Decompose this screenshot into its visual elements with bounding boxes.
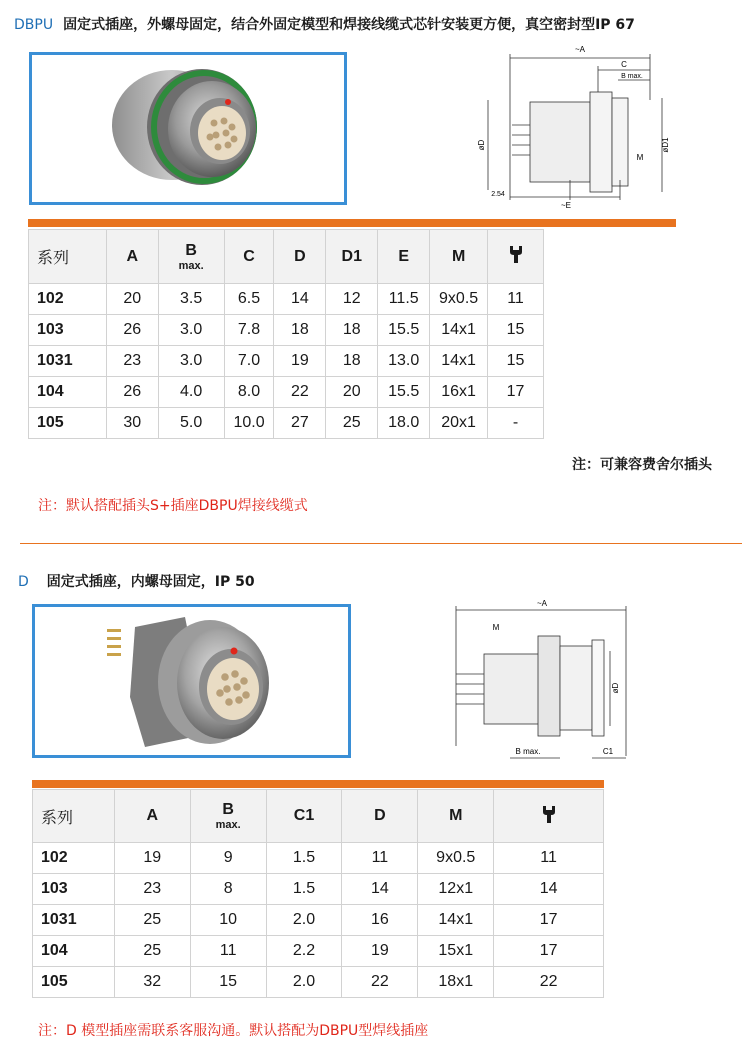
product-photo-d bbox=[32, 604, 351, 758]
wrench-icon bbox=[541, 804, 557, 824]
section1-heading bbox=[14, 14, 635, 34]
table-cell: 16 bbox=[342, 905, 418, 936]
table-cell: 15.5 bbox=[378, 315, 430, 346]
header-d: D bbox=[274, 230, 326, 284]
series-cell: 103 bbox=[33, 874, 115, 905]
table-row bbox=[29, 408, 544, 439]
table-cell: 26 bbox=[106, 377, 158, 408]
section1-orange-bar bbox=[28, 219, 676, 227]
header-a: A bbox=[106, 230, 158, 284]
table-cell: 15x1 bbox=[418, 936, 494, 967]
table-cell: 7.0 bbox=[224, 346, 274, 377]
table-cell: 25 bbox=[114, 905, 190, 936]
technical-drawing-dbpu bbox=[470, 40, 680, 215]
spec-table-dbpu bbox=[28, 229, 544, 439]
table-header-row bbox=[33, 790, 604, 843]
table-cell: 8.0 bbox=[224, 377, 274, 408]
table-cell: 3.0 bbox=[158, 315, 224, 346]
table-cell: 20 bbox=[326, 377, 378, 408]
dim-d-label: øD bbox=[611, 682, 620, 694]
table-cell: 13.0 bbox=[378, 346, 430, 377]
table-cell: 20x1 bbox=[430, 408, 488, 439]
table-cell: 17 bbox=[494, 905, 604, 936]
dim-d-label: øD bbox=[477, 139, 486, 151]
table-cell: 8 bbox=[190, 874, 266, 905]
header-b bbox=[158, 230, 224, 284]
header-series: 系列 bbox=[29, 230, 107, 284]
series-cell: 105 bbox=[29, 408, 107, 439]
dim-m-label: M bbox=[492, 623, 500, 632]
table-cell: 22 bbox=[342, 967, 418, 998]
table-cell: 11 bbox=[494, 843, 604, 874]
series-cell: 103 bbox=[29, 315, 107, 346]
series-cell: 1031 bbox=[33, 905, 115, 936]
table-row bbox=[29, 284, 544, 315]
dim-a-label: ~A bbox=[574, 45, 586, 54]
table-cell: 18 bbox=[274, 315, 326, 346]
table-row bbox=[33, 874, 604, 905]
table-cell: 20 bbox=[106, 284, 158, 315]
table-cell: 6.5 bbox=[224, 284, 274, 315]
product-photo-dbpu bbox=[29, 52, 347, 205]
table-cell: 12 bbox=[326, 284, 378, 315]
table-cell: 18 bbox=[326, 346, 378, 377]
dim-c-label: C bbox=[621, 60, 627, 69]
series-cell: 105 bbox=[33, 967, 115, 998]
dim-c1-label: C1 bbox=[602, 747, 614, 756]
table-cell: 19 bbox=[114, 843, 190, 874]
table-cell: 9x0.5 bbox=[430, 284, 488, 315]
table-row bbox=[33, 905, 604, 936]
table-cell: 15.5 bbox=[378, 377, 430, 408]
table-cell: 14x1 bbox=[430, 315, 488, 346]
dim-a-label: ~A bbox=[536, 599, 548, 608]
section1-red-note: 注：默认搭配插头S+插座DBPU焊接线缆式 bbox=[38, 498, 308, 514]
table-cell: 19 bbox=[342, 936, 418, 967]
spec-table-d bbox=[32, 789, 604, 998]
table-cell: 32 bbox=[114, 967, 190, 998]
connector-dbpu-image bbox=[32, 55, 344, 202]
table-cell: 11 bbox=[190, 936, 266, 967]
table-cell: 1.5 bbox=[266, 874, 342, 905]
table-cell: 12x1 bbox=[418, 874, 494, 905]
section2-orange-bar bbox=[32, 780, 604, 788]
table-cell: 2.2 bbox=[266, 936, 342, 967]
table-row bbox=[33, 967, 604, 998]
header-wrench bbox=[494, 790, 604, 843]
header-b-label: B bbox=[185, 241, 197, 259]
table-cell: 17 bbox=[494, 936, 604, 967]
table-cell: 17 bbox=[488, 377, 544, 408]
section-divider bbox=[20, 543, 742, 544]
table-cell: 23 bbox=[106, 346, 158, 377]
dimension-diagram-d bbox=[450, 596, 640, 766]
table-row bbox=[33, 936, 604, 967]
dim-b-label: B max. bbox=[621, 73, 643, 80]
table-cell: 10.0 bbox=[224, 408, 274, 439]
table-cell: 11 bbox=[342, 843, 418, 874]
table-cell: 25 bbox=[114, 936, 190, 967]
header-m: M bbox=[418, 790, 494, 843]
header-d: D bbox=[342, 790, 418, 843]
series-cell: 102 bbox=[33, 843, 115, 874]
table-row bbox=[33, 843, 604, 874]
header-c1: C1 bbox=[266, 790, 342, 843]
header-series: 系列 bbox=[33, 790, 115, 843]
header-m: M bbox=[430, 230, 488, 284]
section2-heading bbox=[18, 571, 255, 591]
table-cell: 2.0 bbox=[266, 967, 342, 998]
table-cell: 1.5 bbox=[266, 843, 342, 874]
table-cell: 3.0 bbox=[158, 346, 224, 377]
table-cell: 27 bbox=[274, 408, 326, 439]
table-cell: 11 bbox=[488, 284, 544, 315]
section2-red-note: 注：D 模型插座需联系客服沟通。默认搭配为DBPU型焊线插座 bbox=[38, 1023, 429, 1039]
table-cell: 14x1 bbox=[418, 905, 494, 936]
dim-pitch-label: 2.54 bbox=[491, 191, 505, 198]
table-cell: 9x0.5 bbox=[418, 843, 494, 874]
table-cell: 3.5 bbox=[158, 284, 224, 315]
series-cell: 1031 bbox=[29, 346, 107, 377]
connector-d-image bbox=[35, 607, 348, 755]
table-cell: 18x1 bbox=[418, 967, 494, 998]
compat-note: 注：可兼容费舍尔插头 bbox=[572, 457, 712, 473]
table-cell: 14x1 bbox=[430, 346, 488, 377]
table-cell: 30 bbox=[106, 408, 158, 439]
table-header-row bbox=[29, 230, 544, 284]
header-a: A bbox=[114, 790, 190, 843]
header-b-sub: max. bbox=[215, 819, 241, 831]
table-row bbox=[29, 346, 544, 377]
table-row bbox=[29, 315, 544, 346]
dim-d1-label: øD1 bbox=[661, 137, 670, 153]
table-cell: 15 bbox=[488, 315, 544, 346]
table-cell: 14 bbox=[494, 874, 604, 905]
section2-title: 固定式插座，内螺母固定，IP 50 bbox=[46, 574, 255, 590]
table-cell: 9 bbox=[190, 843, 266, 874]
series-cell: 104 bbox=[33, 936, 115, 967]
table-cell: - bbox=[488, 408, 544, 439]
table-cell: 22 bbox=[494, 967, 604, 998]
table-cell: 19 bbox=[274, 346, 326, 377]
table-cell: 11.5 bbox=[378, 284, 430, 315]
table-cell: 14 bbox=[274, 284, 326, 315]
table-cell: 15 bbox=[488, 346, 544, 377]
section1-title: 固定式插座，外螺母固定，结合外固定模型和焊接线缆式芯针安装更方便，真空密封型IP 67 bbox=[63, 17, 635, 33]
table-cell: 26 bbox=[106, 315, 158, 346]
table-cell: 2.0 bbox=[266, 905, 342, 936]
dim-m-label: M bbox=[636, 153, 644, 162]
wrench-icon bbox=[508, 244, 524, 264]
section2-code: D bbox=[18, 574, 29, 590]
series-cell: 102 bbox=[29, 284, 107, 315]
header-c: C bbox=[224, 230, 274, 284]
table-cell: 15 bbox=[190, 967, 266, 998]
dimension-diagram-dbpu bbox=[470, 40, 680, 215]
table-cell: 22 bbox=[274, 377, 326, 408]
table-cell: 7.8 bbox=[224, 315, 274, 346]
table-cell: 4.0 bbox=[158, 377, 224, 408]
table-cell: 18 bbox=[326, 315, 378, 346]
section1-code: DBPU bbox=[14, 17, 54, 33]
dim-b-label: B max. bbox=[515, 747, 541, 756]
header-b-label: B bbox=[222, 801, 234, 818]
table-cell: 5.0 bbox=[158, 408, 224, 439]
table-cell: 16x1 bbox=[430, 377, 488, 408]
table-cell: 10 bbox=[190, 905, 266, 936]
table-cell: 14 bbox=[342, 874, 418, 905]
table-cell: 23 bbox=[114, 874, 190, 905]
dim-e-label: ~E bbox=[560, 201, 572, 210]
series-cell: 104 bbox=[29, 377, 107, 408]
table-row bbox=[29, 377, 544, 408]
header-e: E bbox=[378, 230, 430, 284]
header-b bbox=[190, 790, 266, 843]
table-cell: 18.0 bbox=[378, 408, 430, 439]
header-d1: D1 bbox=[326, 230, 378, 284]
technical-drawing-d bbox=[450, 596, 640, 766]
header-b-sub: max. bbox=[178, 259, 204, 272]
table-cell: 25 bbox=[326, 408, 378, 439]
header-wrench bbox=[488, 230, 544, 284]
